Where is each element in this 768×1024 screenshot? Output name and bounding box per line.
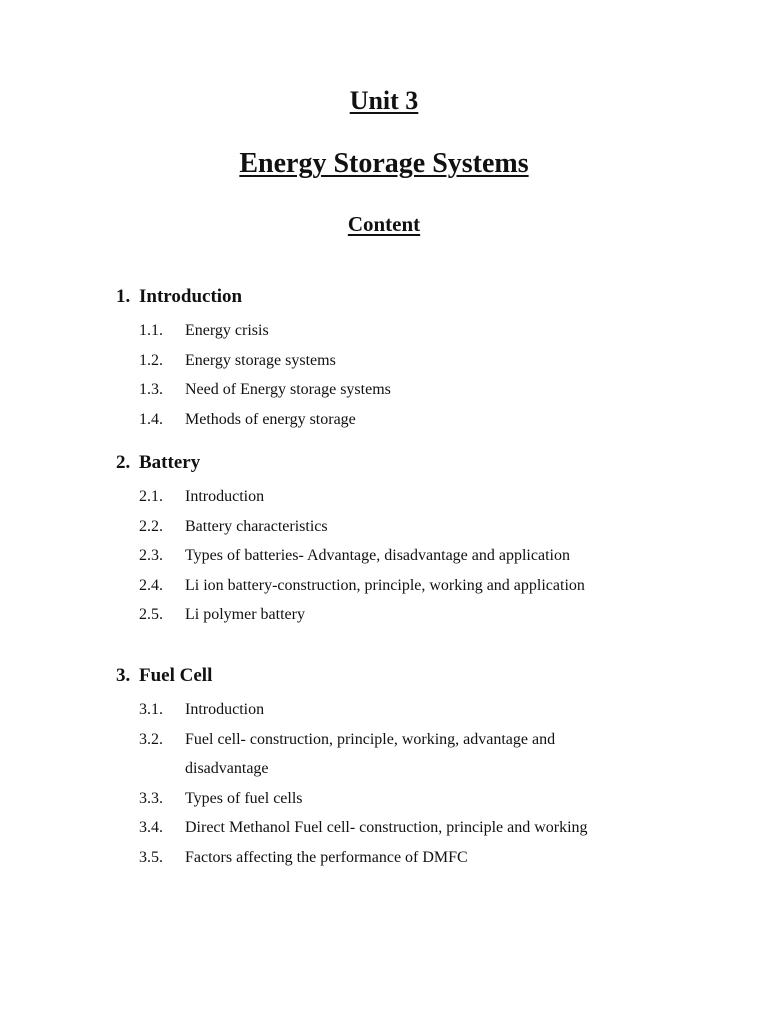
content-heading: Content [347,212,421,236]
item-text: Li ion battery-construction, principle, working and application [185,576,585,594]
item-number: 2.4. [139,576,163,594]
section-title: Fuel Cell [139,665,213,686]
item-number: 3.1. [139,701,163,718]
section-number: 1. [116,286,131,307]
list-item [116,405,736,435]
section-fuel-cell [116,665,736,872]
item-number: 3.3. [139,789,163,807]
section-heading [116,452,736,480]
item-text: Introduction [185,701,265,718]
list-item [116,695,736,725]
item-text: Energy storage systems [185,351,336,369]
unit-title: Unit 3 [349,86,419,115]
list-item [116,813,736,843]
item-text: Direct Methanol Fuel cell- construction, principle and working [185,819,588,836]
list-item [116,316,736,346]
item-number: 2.3. [139,547,163,564]
item-number: 3.5. [139,848,163,866]
list-item [116,725,736,784]
item-text: Types of fuel cells [185,789,303,807]
item-text: Introduction [185,488,265,505]
section-introduction [116,286,736,434]
item-text: Factors affecting the performance of DMFC [185,848,468,866]
item-number: 1.1. [139,322,163,339]
item-number: 1.3. [139,381,163,398]
section-title: Battery [139,452,201,473]
list-item [116,512,736,542]
list-item [116,600,736,630]
item-text: Need of Energy storage systems [185,381,391,398]
item-text: Energy crisis [185,322,269,339]
item-number: 1.2. [139,351,163,369]
item-text: Types of batteries- Advantage, disadvantage and application [185,547,570,564]
list-item [116,375,736,405]
section-heading [116,665,736,693]
section-heading [116,286,736,314]
item-number: 3.2. [139,730,163,748]
section-battery [116,452,736,630]
item-text: Methods of energy storage [185,410,356,428]
item-text: Battery characteristics [185,517,328,535]
list-item [116,541,736,571]
item-number: 2.1. [139,488,163,505]
section-number: 3. [116,665,131,686]
item-number: 3.4. [139,819,163,836]
item-number: 1.4. [139,410,163,428]
item-number: 2.2. [139,517,163,535]
item-text: Fuel cell- construction, principle, working, advantage and disadvantage [185,730,556,777]
list-item [116,571,736,601]
section-title: Introduction [139,286,243,307]
list-item [116,346,736,376]
list-item [116,784,736,814]
list-item [116,482,736,512]
list-item [116,843,736,873]
item-number: 2.5. [139,606,163,623]
item-text: Li polymer battery [185,606,305,623]
section-number: 2. [116,452,131,473]
document-title: Energy Storage Systems [239,148,529,179]
